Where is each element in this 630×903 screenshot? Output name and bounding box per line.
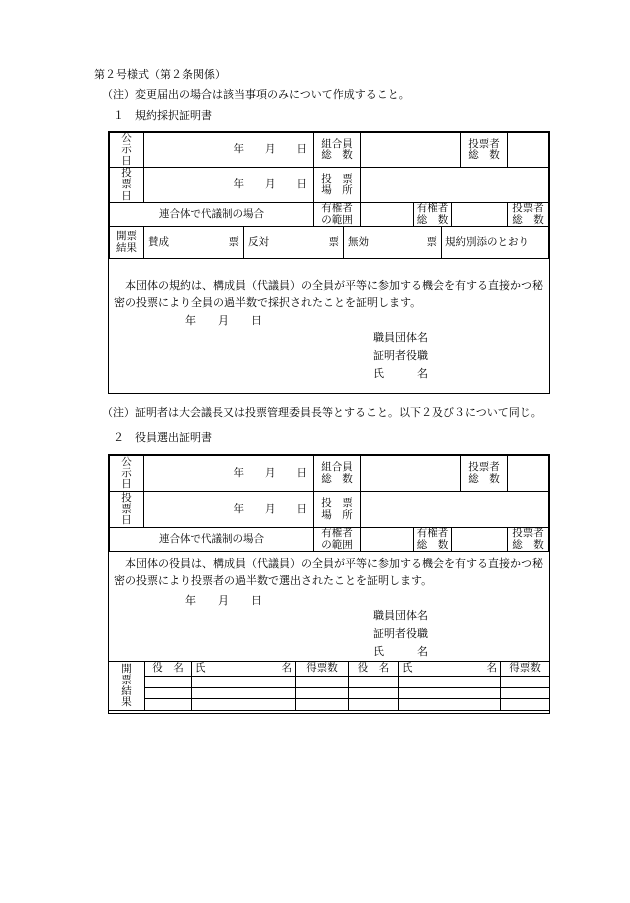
s2-result-table — [108, 661, 550, 711]
s1-place-value[interactable] — [361, 168, 549, 203]
s2-certification: 本団体の役員は、構成員（代議員）の全員が平等に参加する機会を有する直接かつ秘密の投票により投票者の過半数で選出されたことを証明します。 — [114, 557, 543, 587]
s2-rights-total-value[interactable] — [452, 528, 508, 552]
s1-voters2-label: 投票者 総 数 — [508, 203, 549, 227]
s1-announce-date[interactable]: 年 月 日 — [144, 133, 314, 168]
s2-certifier-title-label: 証明者役職 — [373, 627, 428, 641]
s2-announce-date[interactable]: 年 月 日 — [144, 456, 314, 492]
s1-voters-label: 投票者 総 数 — [461, 133, 508, 168]
s1-rights-total-value[interactable] — [452, 203, 508, 227]
s2-result-label: 開 票 結 果 — [109, 662, 145, 711]
s1-invalid-label: 無効 — [348, 235, 369, 248]
section2-form — [108, 454, 550, 714]
s1-result-label: 開票 結果 — [110, 227, 144, 259]
s2-name-label: 氏 名 — [373, 645, 428, 659]
s2-col-name-2: 氏 名 — [399, 662, 501, 677]
section1-result-table — [109, 226, 549, 259]
s1-certifier-title-label: 証明者役職 — [373, 349, 428, 363]
s1-org-name-label: 職員団体名 — [373, 331, 428, 345]
s1-federation-label: 連合体で代議制の場合 — [110, 203, 314, 227]
s1-place-label: 投 票 場 所 — [314, 168, 361, 203]
section1-heading: １ 規約採択証明書 — [113, 109, 212, 122]
s2-rights-total-label: 有権者 総 数 — [414, 528, 452, 552]
s1-invalid-unit: 票 — [426, 235, 437, 248]
s2-announce-label: 公 示 日 — [110, 456, 144, 492]
s1-oppose-unit: 票 — [328, 235, 339, 248]
s2-rights-range-label: 有権者 の範囲 — [314, 528, 361, 552]
s1-invalid-cell[interactable] — [344, 227, 442, 259]
s2-vote-date-label: 投 票 日 — [110, 492, 144, 528]
s2-place-label: 投 票 場 所 — [314, 492, 361, 528]
s2-place-value[interactable] — [361, 492, 549, 528]
s2-col-name: 氏 名 — [192, 662, 296, 677]
s2-col-role-2: 役 名 — [349, 662, 399, 677]
s1-announce-label: 公 示 日 — [110, 133, 144, 168]
s1-signature-block — [373, 329, 543, 383]
s2-col-role: 役 名 — [145, 662, 192, 677]
s1-name-label: 氏 名 — [373, 367, 428, 381]
s1-rights-range-value[interactable] — [361, 203, 414, 227]
s1-voters-value[interactable] — [508, 133, 549, 168]
section1-info-table — [109, 132, 549, 227]
note-middle: （注）証明者は大会議長又は投票管理委員長等とすること。以下２及び３について同じ。 — [102, 406, 542, 419]
s1-oppose-label: 反対 — [248, 235, 269, 248]
s1-approve-label: 賛成 — [148, 235, 169, 248]
s2-voters2-label: 投票者 総 数 — [508, 528, 549, 552]
s1-approve-cell[interactable] — [144, 227, 244, 259]
table-row — [109, 677, 550, 688]
s2-members-value[interactable] — [361, 456, 461, 492]
s2-col-votes-2: 得票数 — [501, 662, 550, 677]
s1-oppose-cell[interactable] — [244, 227, 344, 259]
s2-voters-label: 投票者 総 数 — [461, 456, 508, 492]
s1-rights-range-label: 有権者 の範囲 — [314, 203, 361, 227]
s1-vote-date-label: 投 票 日 — [110, 168, 144, 203]
s1-note-right: 規約別添のとおり — [442, 227, 549, 259]
s1-approve-unit: 票 — [228, 235, 239, 248]
s2-signature-block — [373, 607, 543, 661]
section1-form — [108, 131, 550, 394]
s1-members-label: 組合員 総 数 — [314, 133, 361, 168]
s2-rights-range-value[interactable] — [361, 528, 414, 552]
table-row — [109, 699, 550, 711]
s1-vote-date[interactable]: 年 月 日 — [144, 168, 314, 203]
s2-date-line[interactable]: 年 月 日 — [185, 594, 262, 607]
s1-rights-total-label: 有権者 総 数 — [414, 203, 452, 227]
s1-members-value[interactable] — [361, 133, 461, 168]
s2-vote-date[interactable]: 年 月 日 — [144, 492, 314, 528]
s2-voters-value[interactable] — [508, 456, 549, 492]
section2-info-table — [109, 455, 549, 552]
s1-certification: 本団体の規約は、構成員（代議員）の全員が平等に参加する機会を有する直接かつ秘密の投票により全員の過半数で採択されたことを証明します。 — [114, 279, 543, 309]
table-row — [109, 688, 550, 699]
s2-members-label: 組合員 総 数 — [314, 456, 361, 492]
s2-col-votes: 得票数 — [296, 662, 349, 677]
form-title: 第２号様式（第２条関係） — [94, 68, 226, 81]
s2-federation-label: 連合体で代議制の場合 — [110, 528, 314, 552]
section2-heading: ２ 役員選出証明書 — [113, 431, 212, 444]
s1-date-line[interactable]: 年 月 日 — [185, 314, 262, 327]
note-top: （注）変更届出の場合は該当事項のみについて作成すること。 — [102, 88, 410, 101]
s2-org-name-label: 職員団体名 — [373, 609, 428, 623]
